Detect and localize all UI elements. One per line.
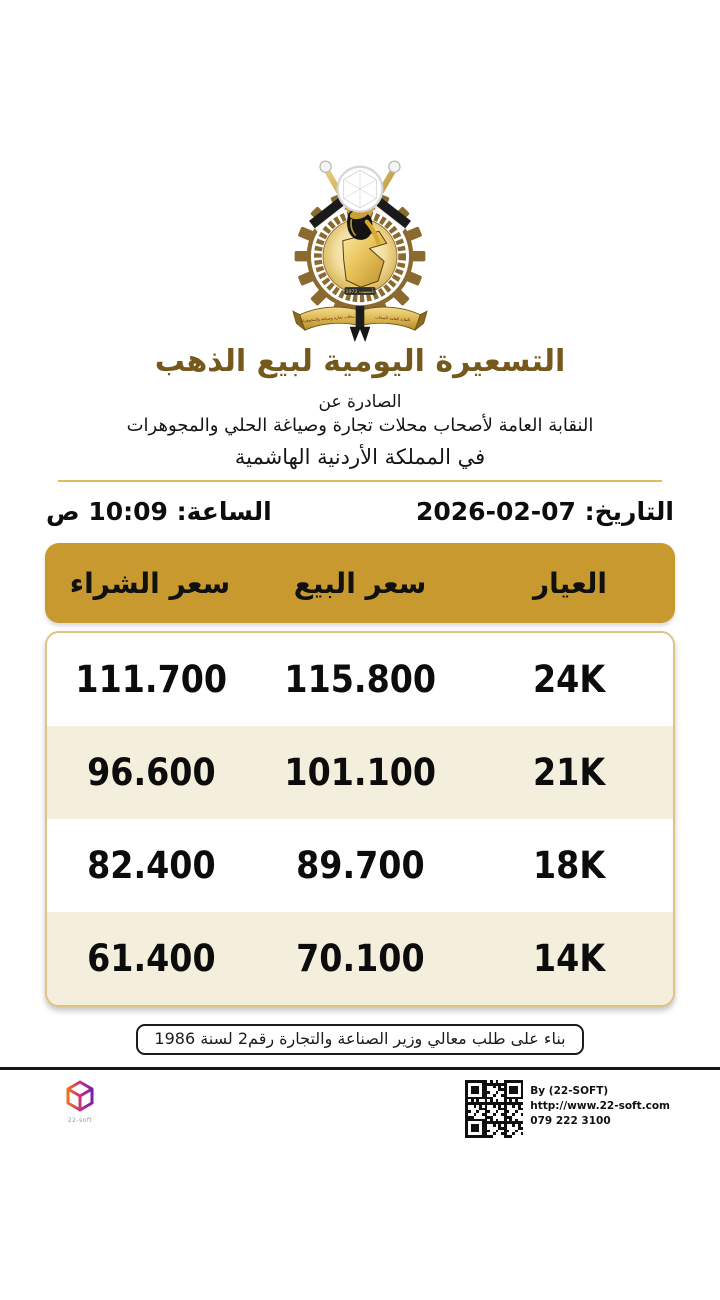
buy-cell	[47, 751, 256, 794]
datetime-row	[0, 497, 720, 526]
sell-value: 89.700	[295, 844, 425, 887]
column-karat: العيار	[533, 566, 607, 600]
karat-cell	[464, 937, 673, 980]
diamond-gem-icon	[338, 167, 383, 212]
vendor-info	[465, 1080, 670, 1138]
buy-cell	[47, 658, 256, 701]
ribbon-right-text: النقابة العامة لأصحاب	[375, 314, 411, 323]
time-field	[46, 497, 272, 526]
price-table-body	[45, 631, 675, 1007]
karat-cell	[464, 751, 673, 794]
time-label: الساعة:	[176, 497, 272, 526]
emblem-container	[0, 0, 720, 344]
vendor-logo-caption: 22-soft	[67, 1117, 93, 1124]
organization-line: النقابة العامة لأصحاب محلات تجارة وصياغة الحلي والمجوهرات	[126, 415, 594, 436]
karat-cell	[464, 658, 673, 701]
syndicate-emblem	[274, 146, 446, 344]
karat-cell	[464, 844, 673, 887]
vendor-logo	[56, 1080, 104, 1124]
page-title: التسعيرة اليومية لبيع الذهب	[154, 344, 566, 379]
price-table-header	[45, 543, 675, 623]
table-row-24k	[47, 633, 673, 726]
cube-logo-icon	[65, 1080, 95, 1112]
date-value: 07-02-2026	[415, 497, 576, 526]
vendor-phone: 079 222 3100	[530, 1115, 611, 1128]
buy-value: 61.400	[87, 937, 216, 980]
vendor-text	[530, 1080, 670, 1130]
ministerial-reference-note: بناء على طلب معالي وزير الصناعة والتجارة رقم2 لسنة 1986	[136, 1024, 583, 1055]
karat-value: 18K	[532, 844, 605, 887]
buy-cell	[47, 844, 256, 887]
emblem-est-text: تأسست 1972	[345, 290, 375, 296]
sell-cell	[256, 937, 465, 980]
date-label: التاريخ:	[584, 497, 674, 526]
vendor-url: http://www.22-soft.com	[530, 1100, 670, 1113]
ribbon-banner	[293, 306, 427, 342]
vendor-byline: By (22-SOFT)	[530, 1085, 609, 1097]
sell-cell	[256, 844, 465, 887]
table-row-21k	[47, 726, 673, 819]
gold-divider	[58, 480, 662, 482]
sell-value: 70.100	[295, 937, 425, 980]
sell-cell	[256, 751, 465, 794]
table-row-14k	[47, 912, 673, 1005]
sell-cell	[256, 658, 465, 701]
buy-value: 96.600	[87, 751, 216, 794]
column-buy-price: سعر الشراء	[69, 566, 231, 600]
time-value: 10:09 ص	[46, 497, 168, 526]
footnote-container	[0, 1024, 720, 1055]
buy-value: 111.700	[75, 658, 228, 701]
ribbon-left-text: محلات تجارة وصياغة والمجوهرات	[299, 313, 355, 324]
karat-value: 24K	[532, 658, 605, 701]
country-line: في المملكة الأردنية الهاشمية	[234, 445, 486, 469]
table-row-18k	[47, 819, 673, 912]
sell-value: 101.100	[284, 751, 436, 794]
bottom-bar	[0, 1070, 720, 1138]
buy-cell	[47, 937, 256, 980]
column-sell-price: سعر البيع	[293, 566, 427, 600]
karat-value: 14K	[532, 937, 605, 980]
sell-value: 115.800	[284, 658, 436, 701]
issued-by-line: الصادرة عن	[318, 392, 402, 412]
date-field	[416, 497, 674, 526]
karat-value: 21K	[532, 751, 605, 794]
buy-value: 82.400	[87, 844, 216, 887]
qr-code	[465, 1080, 523, 1138]
